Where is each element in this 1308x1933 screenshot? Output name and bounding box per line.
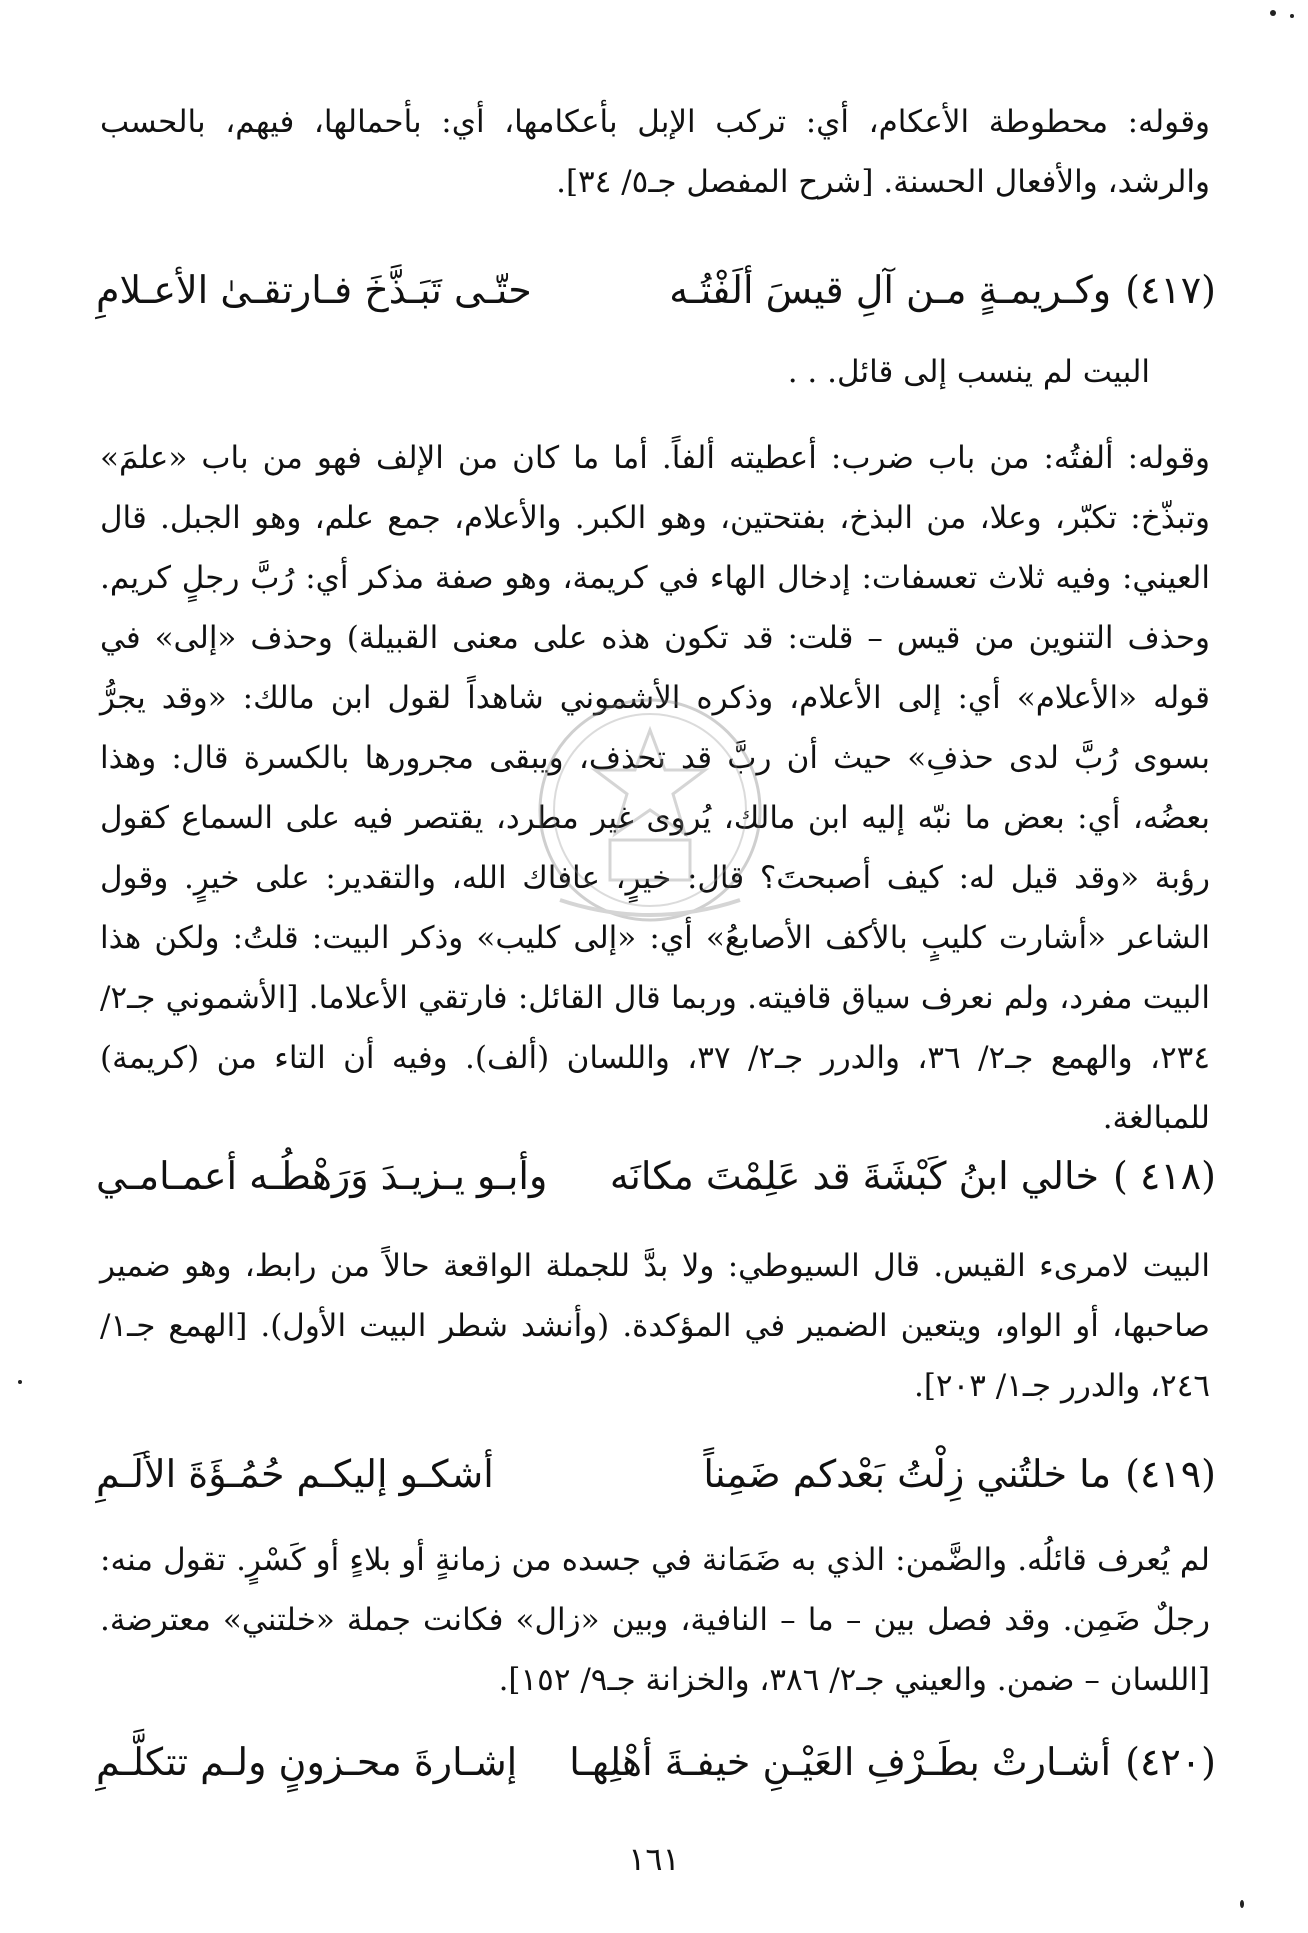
paragraph-commentary-418: البيت لامرىء القيس. قال السيوطي: ولا بدَّ للجملة الواقعة حالاً من رابط، وهو ضمير صاحبها، أو الواو، ويتعين الضمير في المؤكدة. (وأنشد شطر البيت الأول). [الهمع جـ١/ ٢٤٦، والدرر جـ١/ ٢٠٣]. (100, 1248, 1210, 1404)
verse-second-hemistich: إشـارةَ محـزونٍ ولـم تتكلَّـمِ (96, 1740, 518, 1784)
verse-419 (96, 1446, 1216, 1502)
verse-first-hemistich: أشـارتْ بطَـرْفِ العَيْـنِ خيفـةَ أهْلِهـا (569, 1740, 1112, 1784)
scan-speck (1240, 1900, 1244, 1908)
verse-second-hemistich: وأبـو يـزيـدَ وَرَهْطُـه أعمـامـي (96, 1154, 548, 1198)
scan-speck (18, 1380, 22, 1384)
scan-speck (1290, 14, 1294, 18)
verse-number: (٤٢٠) (1125, 1740, 1216, 1784)
verse-420 (96, 1734, 1216, 1790)
paragraph-commentary-419: لم يُعرف قائلُه. والضَّمن: الذي به ضَمَانة في جسده من زمانةٍ أو بلاءٍ أو كَسْرٍ. تقول منه: رجلٌ ضَمِن. وقد فصل بين – ما – النافية، وبين «زال» فكانت جملة «خلتني» معترضة. [اللسان – ضمن. والعيني جـ٢/ ٣٨٦، والخزانة جـ٩/ ١٥٢]. (100, 1542, 1210, 1698)
verse-number: (٤١٨ ) (1113, 1154, 1216, 1198)
paragraph-intro: وقوله: محطوطة الأعكام، أي: تركب الإبل بأعكامها، أي: بأحمالها، فيهم، بالحسب والرشد، والأفعال الحسنة. [شرح المفصل جـ٥/ ٣٤]. (100, 104, 1210, 200)
verse-second-hemistich: أشكـو إليكـم حُمُـؤَةَ الألَـمِ (96, 1452, 494, 1496)
scan-speck (1270, 10, 1276, 16)
page-number: ١٦١ (628, 1840, 680, 1878)
verse-first-hemistich: خالي ابنُ كَبْشَةَ قد عَلِمْتَ مكانَه (609, 1154, 1100, 1198)
verse-number: (٤١٧) (1125, 268, 1216, 312)
verse-first-hemistich: ما خلتُني زِلْتُ بَعْدكم ضَمِناً (703, 1452, 1112, 1496)
library-watermark-icon (500, 670, 800, 970)
verse-418 (96, 1148, 1216, 1204)
paragraph-commentary-417: وقوله: ألفتُه: من باب ضرب: أعطيته ألفاً. أما ما كان من الإلف فهو من باب «علمَ» وتبذّخ: تكبّر، وعلا، من البذخ، بفتحتين، وهو الكبر. والأعلام، جمع علم، وهو الجبل. قال العيني: وفيه ثلاث تعسفات: إدخال الهاء في كريمة، وهو صفة مذكر أي: رُبَّ رجلٍ كريم. وحذف التنوين من قيس – قلت: قد تكون هذه على معنى القبيلة) وحذف «إلى» في قوله «الأعلام» أي: إلى الأعلام، وذكره الأشموني شاهداً لقول ابن مالك: «وقد يجرُّ بسوى رُبَّ لدى حذفِ» حيث أن ربَّ قد تحذف، ويبقى مجرورها بالكسرة قال: وهذا بعضُه، أي: بعض ما نبّه إليه ابن مالك، يُروى غير مطرد، يقتصر فيه على السماع كقول رؤبة «وقد قيل له: كيف أصبحتَ؟ قال: خيرٍ، عافاك الله، والتقدير: على خيرٍ. وقول الشاعر «أشارت كليبٍ بالأكف الأصابعُ» أي: «إلى كليب» وذكر البيت: قلتُ: ولكن هذا البيت مفرد، ولم نعرف سياق قافيته. وربما قال القائل: فارتقي الأعلاما. [الأشموني جـ٢/ ٢٣٤، والهمع جـ٢/ ٣٦، والدرر جـ٢/ ٣٧، واللسان (ألف). وفيه أن التاء من (كريمة) للمبالغة. (100, 440, 1210, 1136)
paragraph-attribution-417: البيت لم ينسب إلى قائل. . . (787, 354, 1150, 390)
verse-number: (٤١٩) (1125, 1452, 1216, 1496)
verse-first-hemistich: وكـريمـةٍ مـن آلِ قيسَ ألَفْتُـه (669, 268, 1112, 312)
verse-second-hemistich: حتّـى تَبَـذَّخَ فـارتقـىٰ الأعـلامِ (96, 268, 532, 312)
verse-417 (96, 262, 1216, 318)
